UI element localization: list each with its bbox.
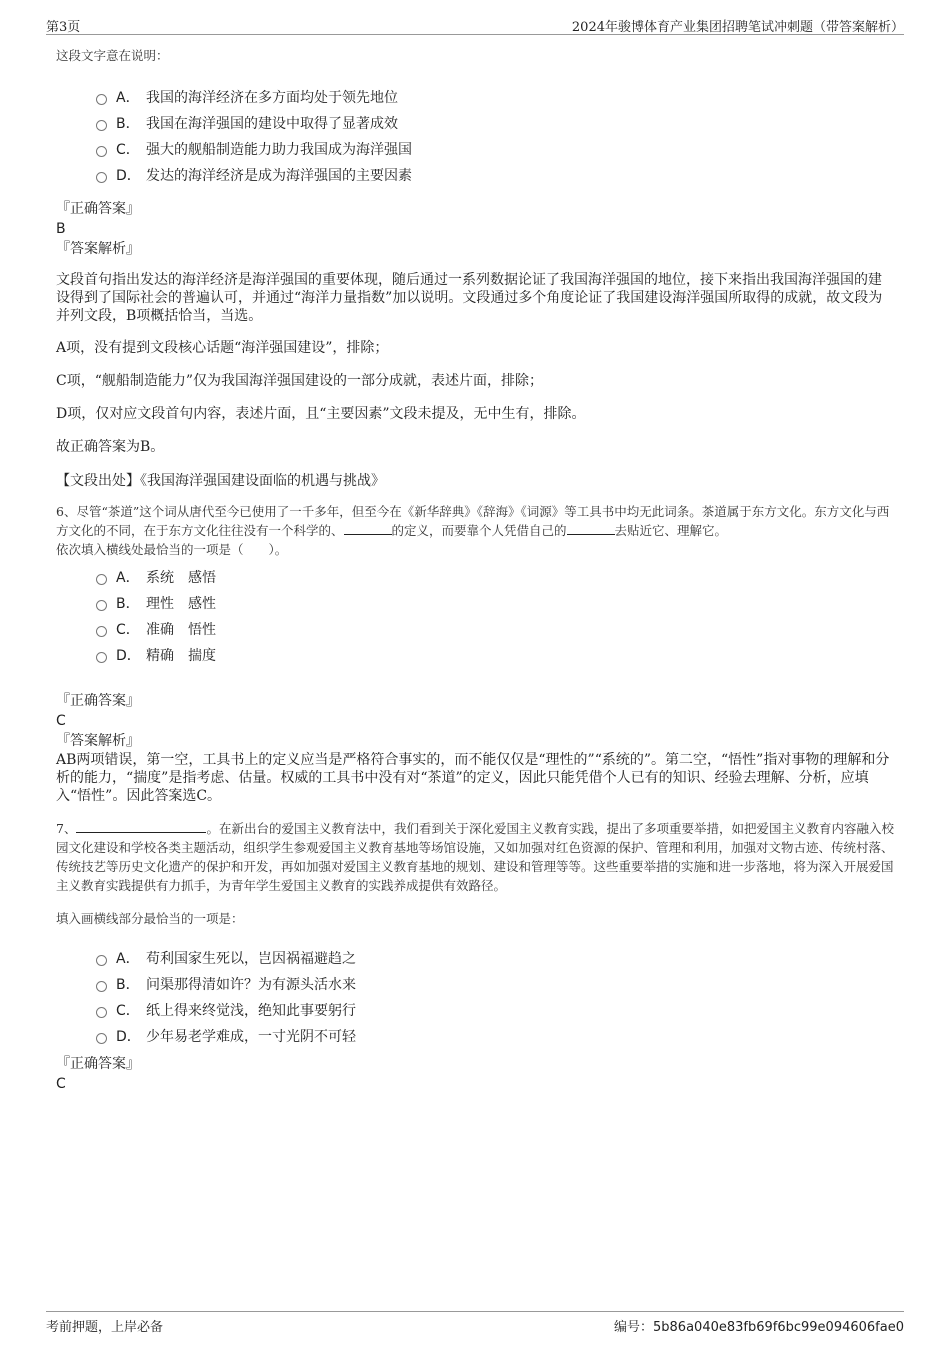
q7-option-a[interactable]: A． 苟利国家生死以，岂因祸福避趋之 [96, 946, 896, 972]
q6-prompt: 依次填入横线处最恰当的一项是（ ）。 [56, 542, 288, 557]
q7-options [96, 946, 896, 1050]
radio-icon[interactable] [96, 626, 107, 637]
q7-option-c[interactable]: C． 纸上得来终觉浅，绝知此事要躬行 [96, 998, 896, 1024]
q7-answer: C [56, 1076, 66, 1092]
radio-icon[interactable] [96, 172, 107, 183]
q5-stem-tail: 这段文字意在说明： [56, 48, 169, 63]
q5-analysis-p1: 文段首句指出发达的海洋经济是海洋强国的重要体现，随后通过一系列数据论证了我国海洋强国的地位，接下来指出我国海洋强国的建设得到了国际社会的普遍认可，并通过“海洋力量指数”加以说明。文段通过多个角度论证了我国建设海洋强国所取得的成就，故文段为并列文段，B项概括恰当，当选。 [56, 272, 883, 324]
radio-icon[interactable] [96, 94, 107, 105]
q5-option-c[interactable]: C． 强大的舰船制造能力助力我国成为海洋强国 [96, 137, 896, 163]
q5-source [56, 472, 896, 490]
q6-analysis: AB两项错误，第一空，工具书上的定义应当是严格符合事实的，而不能仅仅是“理性的”“系统的”。第二空，“悟性”指对事物的理解和分析的能力，“揣度”是指考虑、估量。权威的工具书中没有对“茶道”的定义，因此只能凭借个人已有的知识、经验去理解、分析，应填入“悟性”。因此答案选C。 [56, 752, 890, 804]
q6-answer: C [56, 713, 66, 729]
document-code: 编号：5b86a040e83fb69f6bc99e094606fae0 [614, 1320, 904, 1335]
radio-icon[interactable] [96, 981, 107, 992]
page-number: 第3页 [46, 20, 81, 35]
radio-icon[interactable] [96, 1033, 107, 1044]
q6-option-a[interactable]: A． 系统 感悟 [96, 565, 896, 591]
q5-option-d[interactable]: D． 发达的海洋经济是成为海洋强国的主要因素 [96, 163, 896, 189]
q6-options [96, 565, 896, 669]
q6-blank-1 [344, 522, 392, 535]
page-content [56, 46, 896, 1094]
q6-analysis-label: 『答案解析』 [56, 733, 140, 749]
radio-icon[interactable] [96, 146, 107, 157]
q5-option-b[interactable]: B． 我国在海洋强国的建设中取得了显著成效 [96, 111, 896, 137]
q7-answer-label: 『正确答案』 [56, 1056, 140, 1072]
q6-option-b[interactable]: B． 理性 感性 [96, 591, 896, 617]
q5-analysis-p2: A项，没有提到文段核心话题“海洋强国建设”，排除； [56, 340, 389, 356]
footer-slogan: 考前押题，上岸必备 [46, 1320, 164, 1335]
q7-stem: 7、 。在新出台的爱国主义教育法中，我们看到关于深化爱国主义教育实践，提出了多项重要举措，如把爱国主义教育内容融入校园文化建设和学校各类主题活动，组织学生参观爱国主义教育基地等场馆设施，又如加强对红色资源的保护、管理和利用，加强对文物古迹、传统村落、传统技艺等历史文化遗产的保护和开发，再如加强对爱国主义教育基地的规划、建设和管理等等。这些重要举措的实施和进一步落地，将为深入开展爱国主义教育实践提供有力抓手，为青年学生爱国主义教育的实践养成提供有效路径。 [56, 821, 894, 893]
q5-analysis-p5: 故正确答案为B。 [56, 439, 165, 455]
radio-icon[interactable] [96, 120, 107, 131]
page-footer [46, 1311, 904, 1334]
q5-answer: B [56, 221, 66, 237]
q6-blank-2 [567, 522, 615, 535]
q6-option-c[interactable]: C． 准确 悟性 [96, 617, 896, 643]
q7-blank [76, 820, 206, 833]
q5-answer-label: 『正确答案』 [56, 201, 140, 217]
document-title: 2024年骏博体育产业集团招聘笔试冲刺题（带答案解析） [571, 20, 904, 35]
radio-icon[interactable] [96, 600, 107, 611]
q5-source-title: 《我国海洋强国建设面临的机遇与挑战》 [140, 473, 385, 489]
radio-icon[interactable] [96, 1007, 107, 1018]
q7-option-b[interactable]: B． 问渠那得清如许？为有源头活水来 [96, 972, 896, 998]
radio-icon[interactable] [96, 955, 107, 966]
q5-source-label: 【文段出处】 [56, 473, 140, 489]
q7-option-d[interactable]: D． 少年易老学难成，一寸光阴不可轻 [96, 1024, 896, 1050]
q6-stem: 6、尽管“茶道”这个词从唐代至今已使用了一千多年，但至今在《新华辞典》《辞海》《词源》等工具书中均无此词条。茶道属于东方文化。东方文化与西方文化的不同，在于东方文化往往没有一个科学的、 的定义，而要靠个人凭借自己的 去贴近它、理解它。 [56, 504, 890, 538]
radio-icon[interactable] [96, 652, 107, 663]
page-header [46, 14, 904, 35]
q5-analysis-label: 『答案解析』 [56, 241, 140, 257]
q6-answer-label: 『正确答案』 [56, 693, 140, 709]
q7-prompt: 填入画横线部分最恰当的一项是： [56, 911, 244, 926]
q5-analysis-p3: C项，“舰船制造能力”仅为我国海洋强国建设的一部分成就，表述片面，排除； [56, 373, 544, 389]
q5-analysis-p4: D项，仅对应文段首句内容，表述片面，且“主要因素”文段未提及，无中生有，排除。 [56, 406, 586, 422]
q5-options [96, 85, 896, 189]
q6-option-d[interactable]: D． 精确 揣度 [96, 643, 896, 669]
radio-icon[interactable] [96, 574, 107, 585]
q5-option-a[interactable]: A． 我国的海洋经济在多方面均处于领先地位 [96, 85, 896, 111]
